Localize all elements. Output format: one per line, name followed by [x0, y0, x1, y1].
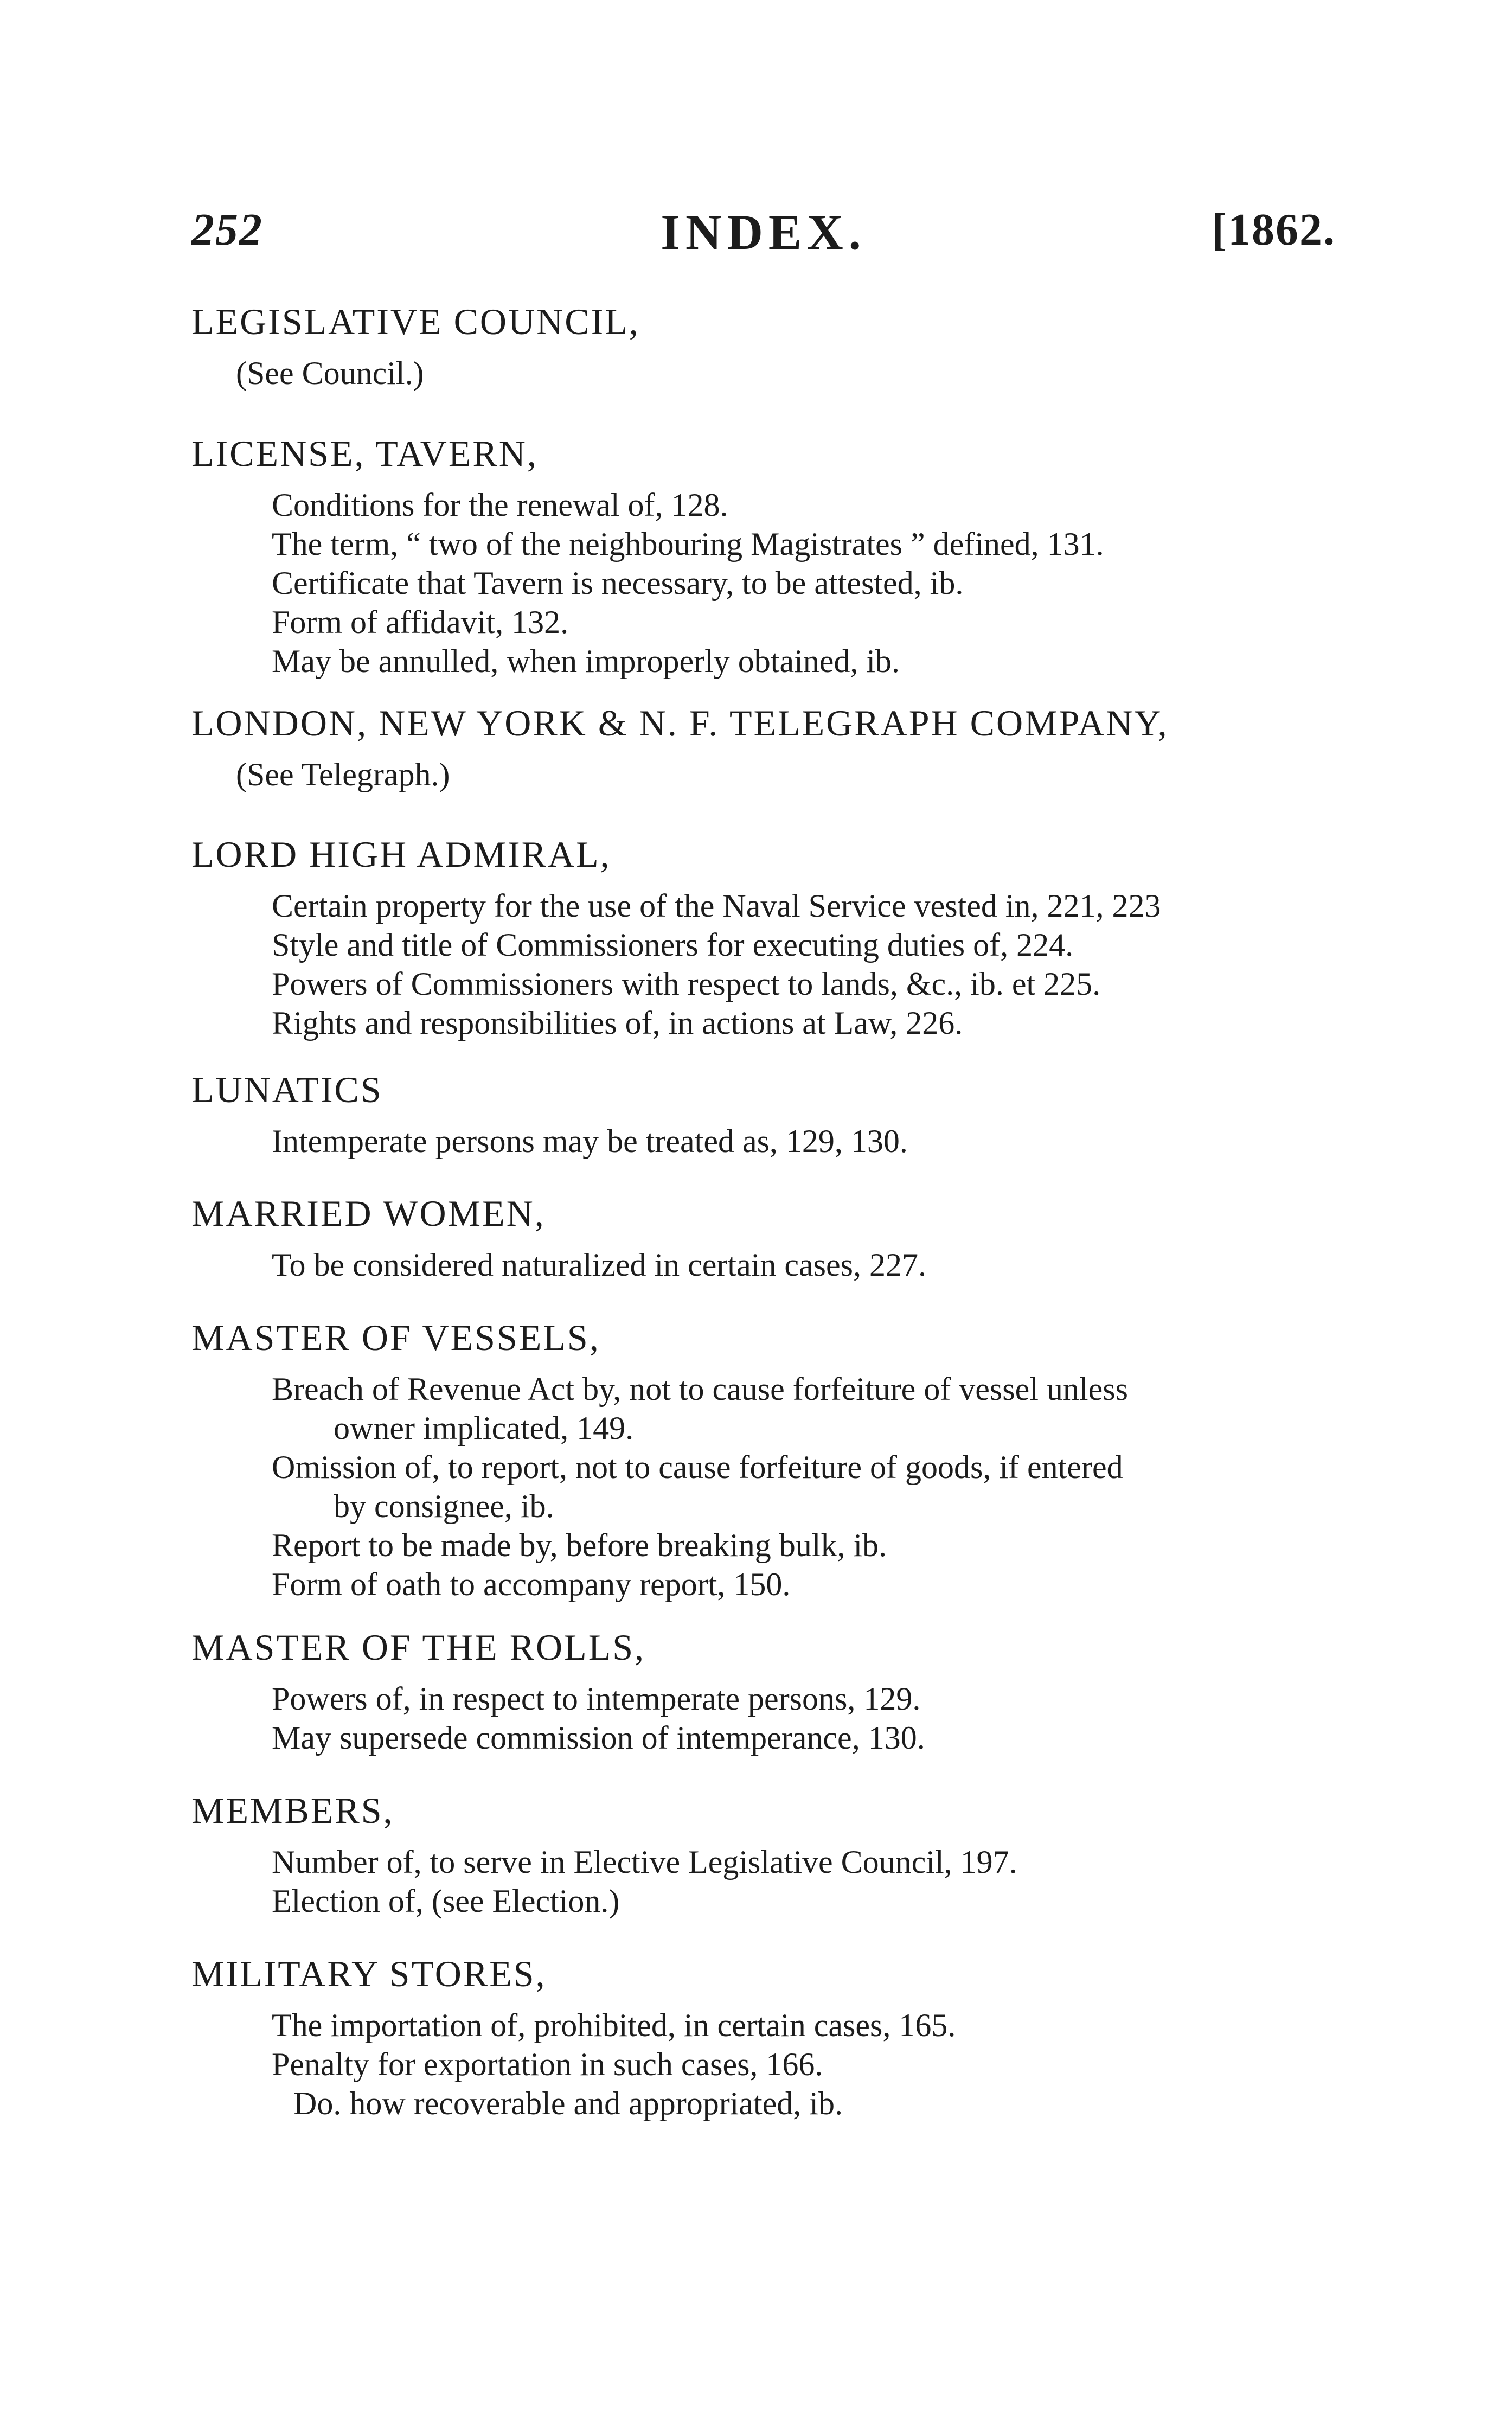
entry-line: Powers of Commissioners with respect to lands, &c., ib. et 225. — [272, 966, 1101, 1002]
entry-heading: LICENSE, TAVERN, — [191, 433, 538, 474]
index-entry-lord-high-admiral — [191, 832, 1357, 1042]
index-entry-master-of-the-rolls — [191, 1625, 1357, 1757]
entry-line: The importation of, prohibited, in certain cases, 165. — [272, 2007, 956, 2043]
entry-heading: LONDON, NEW YORK & N. F. TELEGRAPH COMPANY, — [191, 702, 1169, 744]
index-entry-military-stores — [191, 1951, 1357, 2123]
entry-line: Powers of, in respect to intemperate persons, 129. — [272, 1681, 921, 1717]
entry-line: Style and title of Commissioners for executing duties of, 224. — [272, 927, 1074, 963]
entry-heading: MASTER OF VESSELS, — [191, 1317, 600, 1358]
entry-line: Form of affidavit, 132. — [272, 604, 569, 640]
entry-heading: LORD HIGH ADMIRAL, — [191, 834, 611, 875]
entry-line: Conditions for the renewal of, 128. — [272, 487, 728, 523]
entry-line: (See Council.) — [236, 355, 424, 391]
entry-line: May supersede commission of intemperance, 130. — [272, 1720, 925, 1756]
entry-heading: LEGISLATIVE COUNCIL, — [191, 301, 640, 342]
entry-line: To be considered naturalized in certain cases, 227. — [272, 1247, 926, 1283]
page-year: [1862. — [1212, 204, 1336, 255]
index-entry-master-of-vessels — [191, 1315, 1357, 1604]
entry-line: (See Telegraph.) — [236, 757, 450, 792]
entry-line: Breach of Revenue Act by, not to cause forfeiture of vessel unless — [272, 1371, 1128, 1407]
entry-line: The term, “ two of the neighbouring Magistrates ” defined, 131. — [272, 526, 1104, 562]
entry-line: Penalty for exportation in such cases, 166. — [272, 2046, 823, 2082]
entry-line: Do. how recoverable and appropriated, ib. — [293, 2085, 843, 2121]
entry-line: Report to be made by, before breaking bulk, ib. — [272, 1527, 887, 1563]
page-number: 252 — [191, 204, 263, 255]
page-header — [191, 203, 1336, 268]
entry-heading: LUNATICS — [191, 1069, 383, 1110]
entry-line: Form of oath to accompany report, 150. — [272, 1566, 791, 1602]
entry-line: Rights and responsibilities of, in actions at Law, 226. — [272, 1005, 963, 1041]
entry-line: Election of, (see Election.) — [272, 1883, 620, 1919]
entry-line: owner implicated, 149. — [334, 1410, 634, 1446]
entry-line: May be annulled, when improperly obtained, ib. — [272, 643, 900, 679]
entry-heading: MASTER OF THE ROLLS, — [191, 1627, 646, 1668]
entry-heading: MILITARY STORES, — [191, 1953, 547, 1994]
entry-line: by consignee, ib. — [334, 1488, 554, 1524]
entry-heading: MARRIED WOMEN, — [191, 1193, 546, 1234]
index-entry-married-women — [191, 1191, 1357, 1284]
entry-line: Number of, to serve in Elective Legislative Council, 197. — [272, 1844, 1017, 1880]
index-entry-lunatics — [191, 1067, 1357, 1161]
entry-line: Certain property for the use of the Naval Service vested in, 221, 223 — [272, 888, 1161, 924]
index-entry-license-tavern — [191, 431, 1357, 681]
index-entry-legislative-council — [191, 299, 1357, 393]
entry-line: Certificate that Tavern is necessary, to be attested, ib. — [272, 565, 964, 601]
index-entry-members — [191, 1788, 1357, 1921]
index-entry-london-telegraph-company — [191, 701, 1357, 794]
page-title: INDEX. — [661, 204, 867, 260]
entry-line: Intemperate persons may be treated as, 129, 130. — [272, 1123, 908, 1159]
entry-line: Omission of, to report, not to cause forfeiture of goods, if entered — [272, 1449, 1123, 1485]
entry-heading: MEMBERS, — [191, 1790, 394, 1831]
